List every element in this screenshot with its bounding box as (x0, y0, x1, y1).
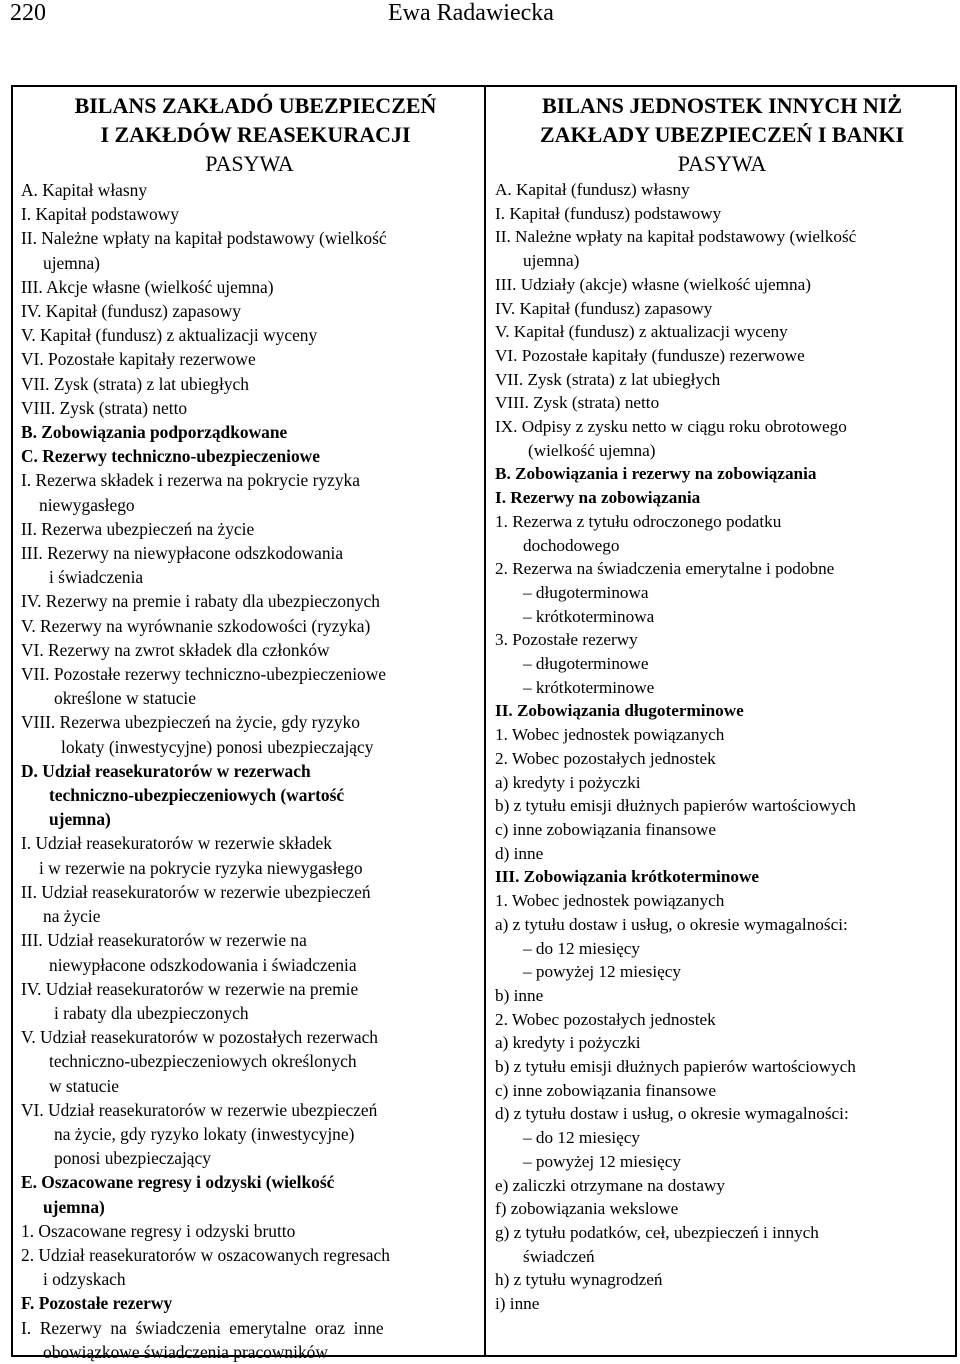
left-column-subtitle: PASYWA (205, 151, 294, 176)
left-line-item: I. Rezerwy na świadczenia emerytalne oraz inne (21, 1317, 384, 1338)
left-line-item: VI. Pozostałe kapitały rezerwowe (21, 349, 256, 370)
right-line-item: (wielkość ujemna) (528, 440, 656, 460)
left-line-item: i rabaty dla ubezpieczonych (54, 1002, 249, 1023)
left-line-item: A. Kapitał własny (21, 180, 148, 200)
left-column-insurers-balance (13, 87, 486, 1362)
left-line-item: IV. Kapitał (fundusz) zapasowy (21, 301, 241, 322)
right-line-item: II. Należne wpłaty na kapitał podstawowy (wielkość (495, 227, 857, 247)
left-line-item: ujemna) (43, 1196, 105, 1217)
right-line-item: f) zobowiązania wekslowe (495, 1199, 679, 1219)
right-column-other-entities-balance (486, 87, 955, 1355)
right-line-item: g) z tytułu podatków, ceł, ubezpieczeń i innych (495, 1222, 819, 1242)
right-line-item: – powyżej 12 miesięcy (523, 1151, 681, 1171)
right-line-item: III. Udziały (akcje) własne (wielkość ujemna) (495, 274, 811, 294)
left-line-item: ujemna) (49, 809, 111, 830)
left-line-item: V. Kapitał (fundusz) z aktualizacji wyceny (21, 325, 318, 346)
left-line-item: 1. Oszacowane regresy i odzyski brutto (21, 1220, 296, 1241)
right-line-item: c) inne zobowiązania finansowe (495, 819, 716, 839)
left-line-item: i w rezerwie na pokrycie ryzyka niewygasłego (39, 857, 363, 878)
left-line-item: i świadczenia (49, 567, 144, 588)
right-line-item: 1. Wobec jednostek powiązanych (495, 891, 725, 911)
left-line-item: I. Kapitał podstawowy (21, 204, 179, 225)
right-line-item: I. Kapitał (fundusz) podstawowy (495, 203, 722, 223)
right-line-item: – do 12 miesięcy (523, 1128, 640, 1148)
left-title-line2: I ZAKŁDÓW REASEKURACJI (100, 122, 411, 147)
right-line-item: – krótkoterminowe (523, 677, 655, 697)
left-line-item: E. Oszacowane regresy i odzyski (wielkość (21, 1172, 335, 1193)
right-line-item: III. Zobowiązania krótkoterminowe (495, 867, 760, 887)
left-line-item: D. Udział reasekuratorów w rezerwach (21, 760, 311, 781)
right-title-line2: ZAKŁADY UBEZPIECZEŃ I BANKI (539, 122, 905, 147)
right-line-item: a) kredyty i pożyczki (495, 772, 641, 792)
left-items-list (21, 178, 478, 1364)
right-line-item: b) z tytułu emisji dłużnych papierów wartościowych (495, 796, 856, 816)
right-line-item: – długoterminowa (523, 582, 649, 602)
left-line-item: C. Rezerwy techniczno-ubezpieczeniowe (21, 446, 320, 467)
right-line-item: a) kredyty i pożyczki (495, 1033, 641, 1053)
right-line-item: VIII. Zysk (strata) netto (495, 393, 660, 413)
page-number: 220 (10, 0, 46, 26)
right-line-item: e) zaliczki otrzymane na dostawy (495, 1175, 726, 1195)
right-line-item: B. Zobowiązania i rezerwy na zobowiązania (495, 464, 817, 484)
right-line-item: II. Zobowiązania długoterminowe (495, 701, 744, 721)
left-line-item: III. Akcje własne (wielkość ujemna) (21, 276, 274, 297)
left-line-item: VIII. Zysk (strata) netto (21, 397, 188, 418)
right-line-item: V. Kapitał (fundusz) z aktualizacji wyceny (495, 322, 788, 342)
left-line-item: I. Rezerwa składek i rezerwa na pokrycie ryzyka (21, 470, 360, 491)
right-line-item: – długoterminowe (523, 654, 649, 674)
left-line-item: 2. Udział reasekuratorów w oszacowanych regresach (21, 1244, 390, 1265)
left-line-item: VII. Pozostałe rezerwy techniczno-ubezpieczeniowe (21, 664, 387, 685)
right-items-list (495, 178, 949, 1316)
right-line-item: d) inne (495, 843, 544, 863)
left-line-item: II. Rezerwa ubezpieczeń na życie (21, 518, 255, 539)
page-header (0, 0, 960, 36)
right-line-item: a) z tytułu dostaw i usług, o okresie wymagalności: (495, 914, 848, 934)
left-line-item: II. Należne wpłaty na kapitał podstawowy (wielkość (21, 228, 387, 249)
left-line-item: techniczno-ubezpieczeniowych (wartość (49, 785, 345, 806)
right-line-item: ujemna) (523, 251, 580, 271)
left-line-item: określone w statucie (54, 688, 196, 709)
left-line-item: V. Rezerwy na wyrównanie szkodowości (ryzyka) (21, 615, 371, 636)
left-line-item: III. Rezerwy na niewypłacone odszkodowania (21, 543, 344, 564)
right-line-item: – powyżej 12 miesięcy (523, 962, 681, 982)
left-line-item: i odzyskach (43, 1269, 126, 1290)
left-line-item: IV. Rezerwy na premie i rabaty dla ubezpieczonych (21, 591, 380, 612)
right-line-item: 2. Wobec pozostałych jednostek (495, 748, 716, 768)
right-line-item: 1. Wobec jednostek powiązanych (495, 725, 725, 745)
right-title-line1: BILANS JEDNOSTEK INNYCH NIŻ (541, 93, 903, 118)
right-line-item: IV. Kapitał (fundusz) zapasowy (495, 298, 713, 318)
right-line-item: 2. Wobec pozostałych jednostek (495, 1009, 716, 1029)
left-line-item: na życie, gdy ryzyko lokaty (inwestycyjne) (54, 1123, 355, 1144)
right-column-subtitle: PASYWA (677, 151, 767, 176)
running-head-author: Ewa Radawiecka (388, 0, 554, 26)
right-line-item: VII. Zysk (strata) z lat ubiegłych (495, 369, 721, 389)
left-line-item: V. Udział reasekuratorów w pozostałych rezerwach (21, 1027, 378, 1048)
left-line-item: niewypłacone odszkodowania i świadczenia (49, 954, 357, 975)
left-line-item: VII. Zysk (strata) z lat ubiegłych (21, 373, 249, 394)
right-line-item: 3. Pozostałe rezerwy (495, 630, 638, 650)
left-line-item: ponosi ubezpieczający (54, 1148, 211, 1169)
left-line-item: na życie (43, 906, 101, 927)
left-line-item: techniczno-ubezpieczeniowych określonych (49, 1051, 357, 1072)
right-line-item: d) z tytułu dostaw i usług, o okresie wymagalności: (495, 1104, 849, 1124)
left-column-title (21, 91, 478, 149)
right-line-item: 2. Rezerwa na świadczenia emerytalne i podobne (495, 559, 835, 579)
right-line-item: 1. Rezerwa z tytułu odroczonego podatku (495, 511, 782, 531)
right-line-item: – do 12 miesięcy (523, 938, 640, 958)
left-line-item: VI. Udział reasekuratorów w rezerwie ubezpieczeń (21, 1099, 378, 1120)
left-line-item: w statucie (49, 1075, 120, 1096)
left-line-item: IV. Udział reasekuratorów w rezerwie na premie (21, 978, 359, 999)
right-column-title (495, 91, 949, 149)
right-line-item: i) inne (495, 1294, 540, 1314)
left-line-item: B. Zobowiązania podporządkowane (21, 422, 288, 443)
right-line-item: świadczeń (523, 1246, 595, 1266)
left-line-item: lokaty (inwestycyjne) ponosi ubezpieczający (61, 736, 374, 757)
right-line-item: c) inne zobowiązania finansowe (495, 1080, 716, 1100)
right-line-item: I. Rezerwy na zobowiązania (495, 488, 701, 508)
left-line-item: VI. Rezerwy na zwrot składek dla członków (21, 639, 330, 660)
left-line-item: VIII. Rezerwa ubezpieczeń na życie, gdy ryzyko (21, 712, 360, 733)
left-title-line1: BILANS ZAKŁADÓ UBEZPIECZEŃ (74, 93, 437, 118)
left-line-item: III. Udział reasekuratorów w rezerwie na (21, 930, 307, 951)
right-line-item: b) z tytułu emisji dłużnych papierów wartościowych (495, 1057, 856, 1077)
right-line-item: h) z tytułu wynagrodzeń (495, 1270, 663, 1290)
right-line-item: VI. Pozostałe kapitały (fundusze) rezerwowe (495, 345, 805, 365)
left-line-item: II. Udział reasekuratorów w rezerwie ubezpieczeń (21, 881, 371, 902)
left-line-item: obowiązkowe świadczenia pracowników (43, 1341, 328, 1362)
comparison-table (11, 85, 957, 1362)
right-line-item: IX. Odpisy z zysku netto w ciągu roku obrotowego (495, 417, 847, 437)
right-line-item: b) inne (495, 985, 544, 1005)
left-line-item: niewygasłego (39, 494, 135, 515)
left-line-item: F. Pozostałe rezerwy (21, 1293, 173, 1314)
right-line-item: A. Kapitał (fundusz) własny (495, 180, 690, 199)
left-line-item: ujemna) (43, 252, 100, 273)
right-line-item: dochodowego (523, 535, 620, 555)
right-line-item: – krótkoterminowa (523, 606, 655, 626)
left-line-item: I. Udział reasekuratorów w rezerwie składek (21, 833, 332, 854)
